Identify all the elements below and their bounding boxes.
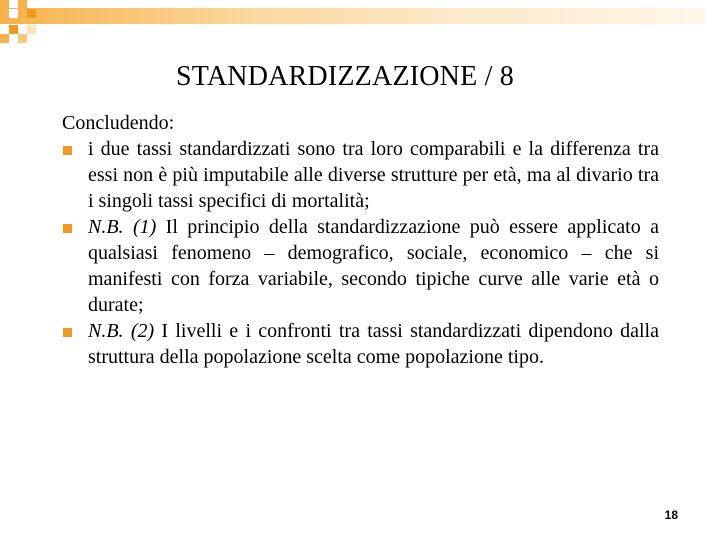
square-bullet-icon bbox=[63, 146, 72, 155]
bullet-list bbox=[62, 136, 659, 370]
corner-square-icon bbox=[27, 25, 36, 34]
intro-text: Concludendo: bbox=[62, 112, 175, 134]
bullet-text: Il principio della standardizzazione può essere applicato a qualsiasi fenomeno – demografico, sociale, economico – che si manifesti con forza variabile, secondo tipiche curve alle varie età o durate; bbox=[88, 216, 659, 316]
bullet-text: i due tassi standardizzati sono tra loro comparabili e la differenza tra essi non è più imputabile alle diverse strutture per età, ma al divario tra i singoli tassi specifici di mortalità; bbox=[88, 138, 659, 212]
bullet-text: I livelli e i confronti tra tassi standardizzati dipendono dalla struttura della popolazione scelta come popolazione tipo. bbox=[88, 320, 659, 368]
slide-content bbox=[62, 110, 659, 370]
nb-label: N.B. (1) bbox=[88, 216, 157, 238]
corner-decoration bbox=[0, 0, 720, 60]
bullet-item-3 bbox=[62, 318, 659, 370]
corner-square-icon bbox=[18, 34, 27, 43]
corner-square-icon bbox=[0, 34, 9, 43]
header-gradient-bar bbox=[0, 8, 705, 24]
bullet-item-1 bbox=[62, 136, 659, 214]
bullet-item-2 bbox=[62, 214, 659, 318]
corner-square-icon bbox=[27, 9, 36, 18]
square-bullet-icon bbox=[63, 328, 72, 337]
corner-square-icon bbox=[18, 0, 27, 9]
nb-label: N.B. (2) bbox=[88, 320, 155, 342]
corner-square-icon bbox=[9, 25, 18, 34]
page-number: 18 bbox=[664, 508, 678, 522]
corner-square-icon bbox=[0, 0, 9, 9]
square-bullet-icon bbox=[63, 224, 72, 233]
corner-square-icon bbox=[9, 9, 18, 18]
slide-title: STANDARDIZZAZIONE / 8 bbox=[176, 60, 514, 92]
